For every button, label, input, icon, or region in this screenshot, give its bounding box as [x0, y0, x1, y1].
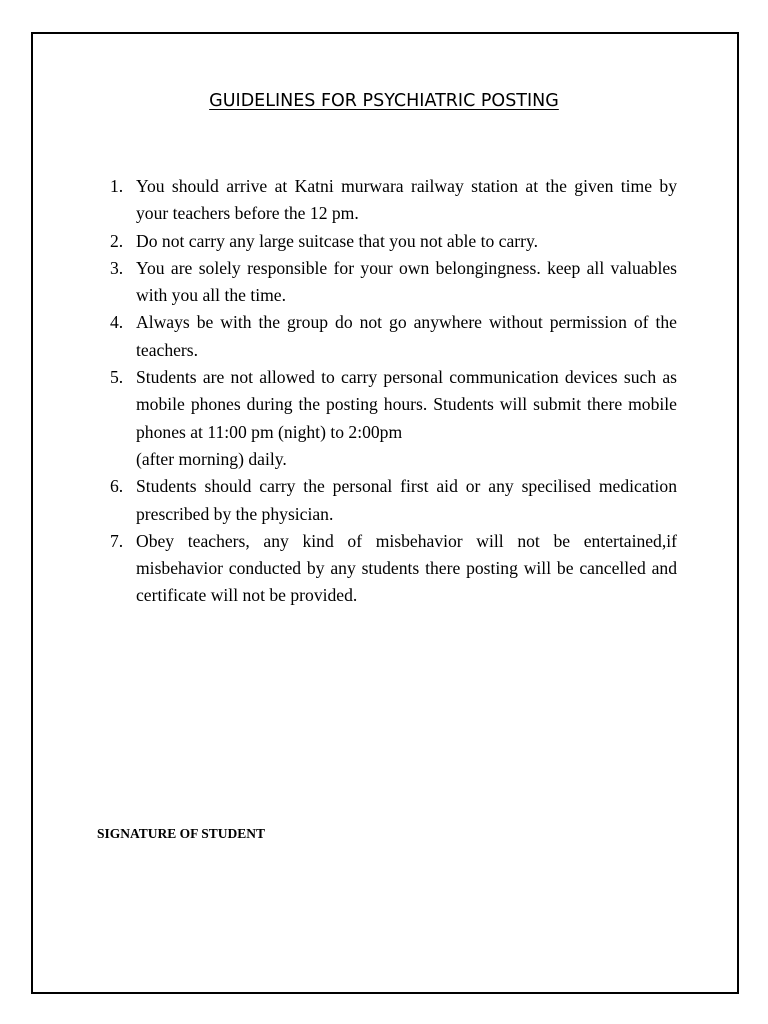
list-item-number: 4. — [110, 312, 124, 333]
list-item-text: Do not carry any large suitcase that you not able to carry. — [136, 230, 539, 251]
list-item-number: 3. — [110, 257, 124, 278]
list-item — [110, 255, 677, 310]
list-item-text-line: (after morning) daily. — [136, 448, 287, 469]
list-item — [110, 309, 677, 364]
list-item-text: You should arrive at Katni murwara railway station at the given time by your teachers before the 12 pm. — [136, 176, 677, 224]
list-item-number: 5. — [110, 367, 124, 388]
list-item — [110, 364, 677, 473]
list-item — [110, 173, 677, 228]
list-item — [110, 228, 677, 255]
guidelines-list — [110, 173, 677, 610]
list-item-text: You are solely responsible for your own belongingness. keep all valuables with you all the time. — [136, 257, 677, 306]
list-item-number: 1. — [110, 176, 124, 196]
document-title-text: GUIDELINES FOR PSYCHIATRIC POSTING — [209, 91, 559, 111]
document-title — [0, 91, 768, 111]
signature-label: SIGNATURE OF STUDENT — [97, 826, 266, 841]
list-item-text: Obey teachers, any kind of misbehavior will not be entertained,if misbehavior conducted by any students there posting will be cancelled and certificate will not be provided. — [136, 530, 677, 606]
list-item-text — [136, 364, 677, 473]
list-item-number: 7. — [110, 530, 124, 551]
list-item — [110, 528, 677, 610]
list-item — [110, 473, 677, 528]
list-item-number: 6. — [110, 476, 124, 497]
list-item-text: Students should carry the personal first aid or any specilised medication prescribed by the physician. — [136, 476, 677, 524]
list-item-text-line: Students are not allowed to carry personal communication devices such as mobile phones during the posting hours. Students will submit there mobile phones at 11:00 pm (night) to 2:00pm — [136, 367, 677, 442]
list-item-text: Always be with the group do not go anywhere without permission of the teachers. — [136, 312, 677, 360]
list-item-number: 2. — [110, 230, 124, 251]
